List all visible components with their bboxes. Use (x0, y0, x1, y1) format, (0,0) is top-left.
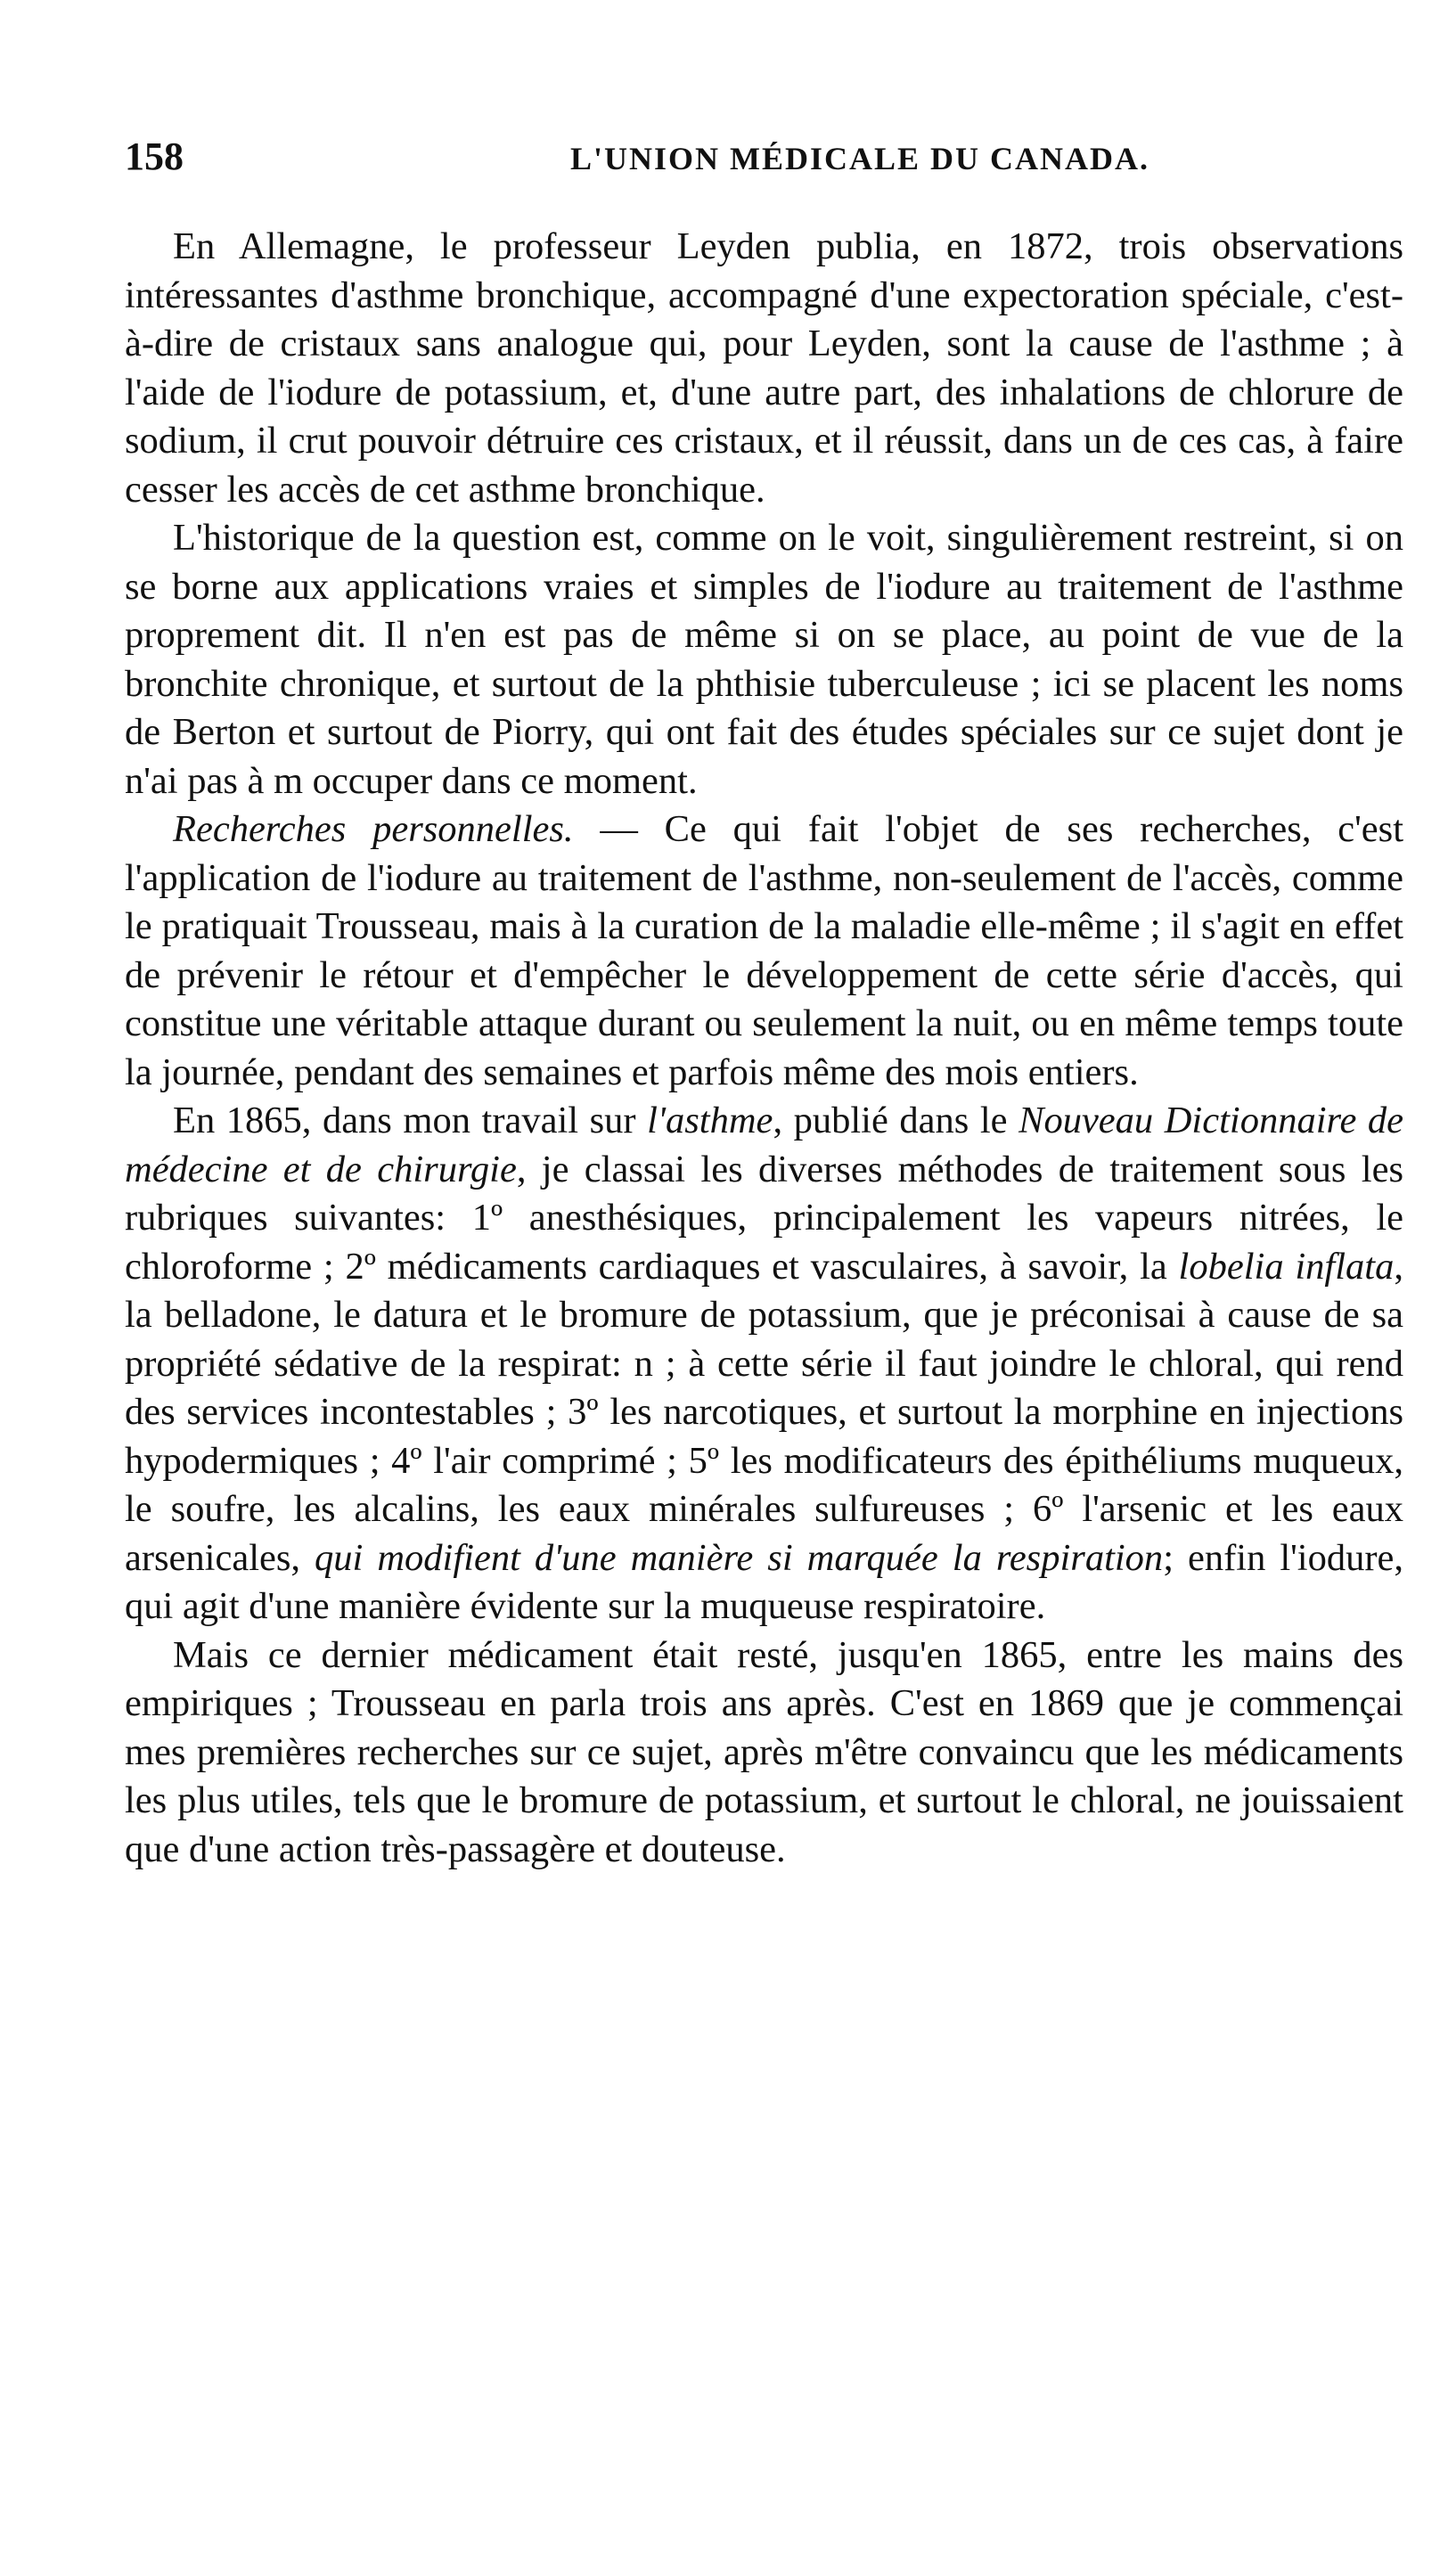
section-heading-italic: Recherches personnelles. (173, 808, 574, 850)
paragraph-text: , publié dans le (773, 1100, 1019, 1141)
italic-phrase-respiration: qui modifient d'une manière si marquée la respiration (315, 1536, 1164, 1579)
italic-title-asthme: l'asthme (647, 1100, 773, 1141)
paragraph-text: — Ce qui fait l'objet de ses recherches, c'est l'application de l'iodure au traitement de l'asthme, non-seulement de l'accès, comme le pratiquait Trousseau, mais à la curation de la maladie elle-même ; il s'agit en effet de prévenir le rétour et d'empêcher le développement de cette série d'accès, qui constitue une véritable attaque durant ou seulement la nuit, ou en même temps toute la journée, pendant des semaines et parfois même des mois entiers. (125, 808, 1404, 1093)
paragraph-medicament (125, 1631, 1403, 1875)
paragraph-text: En 1865, dans mon travail sur (173, 1100, 648, 1141)
page-number: 158 (125, 135, 184, 178)
running-head: L'UNION MÉDICALE DU CANADA. (570, 141, 1150, 176)
italic-term-lobelia: lobelia inflata (1178, 1245, 1395, 1288)
paragraph-text: L'historique de la question est, comme on le voit, singulièrement restreint, si on se borne aux applications vraies et simples de l'iodure au traitement de l'asthme proprement dit. Il n'en est pas de même si on se place, au point de vue de la bronchite chronique, et surtout de la phthisie tuberculeuse ; ici se placent les noms de Berton et surtout de Piorry, qui ont fait des études spéciales sur ce sujet dont je n'ai pas à m occuper dans ce moment. (125, 517, 1403, 802)
paragraph-recherches (125, 806, 1403, 1097)
body-text (125, 223, 1403, 1874)
paragraph-text: , je classai les diverses méthodes de traitement sous les rubriques suivantes: 1º anesthésiques, principalement les vapeurs nitrées, le chloroforme ; 2º médicaments cardiaques et vasculaires, à savoir, la (125, 1148, 1403, 1288)
paragraph-text: Mais ce dernier médicament était resté, jusqu'en 1865, entre les mains des empiriques ; Trousseau en parla trois ans après. C'est en 1869 que je commençai mes premières recherches sur ce sujet, après m'être convaincu que les médicaments les plus utiles, tels que le bromure de potassium, et surtout le chloral, ne jouissaient que d'une action très-passagère et douteuse. (125, 1633, 1403, 1870)
document-page (125, 134, 1403, 1874)
paragraph-text: ; enfin l'iodure, qui agit d'une manière évidente sur la muqueuse respiratoire. (125, 1536, 1403, 1627)
paragraph-text: En Allemagne, le professeur Leyden publia, en 1872, trois observations intéressantes d'asthme bronchique, accompagné d'une expectoration spéciale, c'est-à-dire de cristaux sans analogue qui, pour Leyden, sont la cause de l'asthme ; à l'aide de l'iodure de potassium, et, d'une autre part, des inhalations de chlorure de sodium, il crut pouvoir détruire ces cristaux, et il réussit, dans un de ces cas, à faire cesser les accès de cet asthme bronchique. (125, 225, 1403, 511)
paragraph-1865 (125, 1097, 1403, 1631)
paragraph-text: , la belladone, le datura et le bromure de potassium, que je préconisai à cause de sa propriété sédative de la respirat: n ; à cette série il faut joindre le chloral, qui rend des services incontestables ; 3º les narcotiques, et surtout la morphine en injections hypodermiques ; 4º l'air comprimé ; 5º les modificateurs des épithéliums muqueux, le soufre, les alcalins, les eaux minérales sulfureuses ; 6º l'arsenic et les eaux arsenicales, (125, 1245, 1403, 1579)
page-header (125, 134, 1403, 187)
paragraph-leyden (125, 223, 1403, 514)
italic-title-dictionnaire: Nouveau Dictionnaire de médecine et de chirurgie (125, 1100, 1404, 1190)
paragraph-historique (125, 514, 1403, 806)
